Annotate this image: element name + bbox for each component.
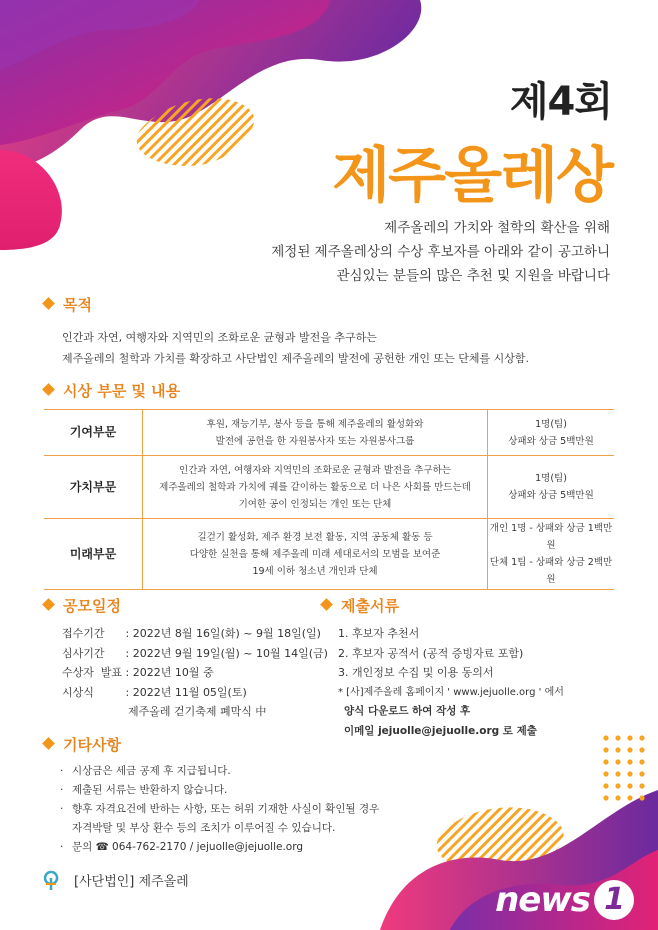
list-item <box>60 819 379 838</box>
desc-line: 19세 이하 청소년 개인과 단체 <box>252 565 378 577</box>
watermark-text: news <box>495 880 590 920</box>
schedule-label: 접수기간 <box>62 627 105 640</box>
award-description <box>143 410 488 456</box>
diamond-bullet-icon <box>42 598 55 611</box>
documents-note: 양식 다운로드 하여 작성 후 <box>344 705 471 717</box>
list-item: · 제출된 서류는 반환하지 않습니다. <box>60 784 228 796</box>
documents-heading <box>322 595 399 616</box>
list-item: · 문의 ☎ 064-762-2170 / jejuolle@jejuolle.org <box>60 841 304 853</box>
awards-table <box>44 409 614 590</box>
table-row <box>44 519 614 590</box>
list-item: · 시상금은 세금 공제 후 지급됩니다. <box>60 765 231 777</box>
etc-item-text: 제출된 서류는 반환하지 않습니다. <box>72 784 228 796</box>
schedule-value: : 2022년 11월 05일(토) <box>125 685 247 699</box>
document-item: 3. 개인정보 수집 및 이용 동의서 <box>338 666 494 679</box>
diamond-bullet-icon <box>42 737 55 750</box>
schedule-list <box>62 624 328 722</box>
intro-line: 제정된 제주올레상의 수상 후보자를 아래와 같이 공고하니 <box>271 244 610 260</box>
desc-line: 발전에 공헌을 한 자원봉사자 또는 자원봉사그룹 <box>215 435 415 447</box>
prize-line: 1명(팀) <box>535 418 567 430</box>
schedule-note: 제주올레 걷기축제 폐막식 中 <box>128 705 267 718</box>
diamond-bullet-icon <box>42 297 55 310</box>
schedule-value: : 2022년 8월 16일(화) ~ 9월 18일(일) <box>125 627 321 640</box>
etc-item-text: 시상금은 세금 공제 후 지급됩니다. <box>72 765 231 777</box>
prize-line: 상패와 상금 5백만원 <box>508 490 594 501</box>
schedule-item <box>62 663 328 683</box>
schedule-heading <box>44 595 121 616</box>
prize-line: 개인 1명 - 상패와 상금 1백만원 <box>489 523 613 551</box>
document-item: 1. 후보자 추천서 <box>338 627 420 640</box>
organization-name: [사단법인] 제주올레 <box>74 874 189 890</box>
documents-heading-label: 제출서류 <box>341 597 399 615</box>
schedule-heading-label: 공모일정 <box>63 597 121 615</box>
diamond-bullet-icon <box>320 598 333 611</box>
schedule-value: : 2022년 9월 19일(월) ~ 10월 14일(금) <box>125 646 328 660</box>
schedule-label: 시상식 <box>62 685 94 699</box>
diamond-bullet-icon <box>42 383 55 396</box>
list-item: · 향후 자격요건에 반하는 사항, 또는 허위 기재한 사실이 확인될 경우 <box>60 803 380 815</box>
documents-list <box>338 624 564 741</box>
intro-text <box>271 216 610 288</box>
organization-footer <box>38 870 189 894</box>
awards-heading <box>44 380 180 401</box>
intro-line: 관심있는 분들의 많은 추천 및 지원을 바랍니다 <box>336 268 610 284</box>
prize-line: 상패와 상금 5백만원 <box>508 435 594 447</box>
purpose-line: 제주올레의 철학과 가치를 확장하고 사단법인 제주올레의 발전에 공헌한 개인 또는 단체를 시상함. <box>62 352 529 365</box>
etc-heading-label: 기타사항 <box>63 736 121 754</box>
purpose-text <box>62 327 529 369</box>
intro-line: 제주올레의 가치와 철학의 확산을 위해 <box>384 220 610 236</box>
desc-line: 제주올레의 철학과 가치에 궤를 같이하는 활동으로 더 나은 사회를 만드는데 <box>159 481 471 493</box>
etc-item-text: 자격박탈 및 부상 환수 등의 조치가 이루어질 수 있습니다. <box>72 822 336 834</box>
award-prize <box>488 410 615 456</box>
schedule-item <box>62 644 328 664</box>
award-description <box>143 456 488 519</box>
watermark-number: 1 <box>594 880 634 920</box>
desc-line: 길걷기 활성화, 제주 환경 보전 활동, 지역 공동체 활동 등 <box>197 531 433 543</box>
etc-list <box>60 762 379 857</box>
documents-note: * [사]제주올레 홈페이지 ' www.jejuolle.org ' 에서 <box>338 686 564 698</box>
award-category: 가치부문 <box>44 456 143 519</box>
award-prize <box>488 456 615 519</box>
prize-line: 단체 1팀 - 상패와 상금 2백만원 <box>489 557 613 585</box>
desc-line: 기여한 공이 인정되는 개인 또는 단체 <box>238 498 392 510</box>
purpose-heading-label: 목적 <box>63 296 92 314</box>
schedule-item <box>62 624 328 644</box>
award-description <box>143 519 488 590</box>
etc-item-text: 문의 ☎ 064-762-2170 / jejuolle@jejuolle.org <box>72 841 304 853</box>
award-category: 기여부문 <box>44 410 143 456</box>
desc-line: 인간과 자연, 여행자와 지역민의 조화로운 균형과 발전을 추구하는 <box>179 464 451 476</box>
award-category: 미래부문 <box>44 519 143 590</box>
document-item: 2. 후보자 공적서 (공적 증빙자료 포함) <box>338 646 524 660</box>
table-row <box>44 410 614 456</box>
etc-heading <box>44 734 121 755</box>
schedule-value: : 2022년 10월 중 <box>125 666 214 679</box>
purpose-line: 인간과 자연, 여행자와 지역민의 조화로운 균형과 발전을 추구하는 <box>62 331 377 344</box>
schedule-item <box>62 683 328 703</box>
purpose-heading <box>44 294 92 315</box>
documents-note: 이메일 jejuolle@jejuolle.org 로 제출 <box>344 724 537 737</box>
desc-line: 후원, 재능기부, 봉사 등을 통해 제주올레의 활성화와 <box>206 418 424 430</box>
awards-heading-label: 시상 부문 및 내용 <box>63 382 181 400</box>
edition-title: 제4회 <box>509 79 612 125</box>
schedule-label: 수상자 발표 <box>62 666 122 679</box>
etc-item-text: 향후 자격요건에 반하는 사항, 또는 허위 기재한 사실이 확인될 경우 <box>72 803 380 815</box>
table-row <box>44 456 614 519</box>
jeju-olle-logo <box>38 870 64 894</box>
award-prize <box>488 519 615 590</box>
news1-watermark <box>495 880 634 920</box>
prize-line: 1명(팀) <box>535 473 567 484</box>
schedule-label: 심사기간 <box>62 646 105 660</box>
award-title: 제주올레상 <box>332 141 612 211</box>
desc-line: 다양한 실천을 통해 제주올레 미래 세대로서의 모범을 보여준 <box>189 548 441 560</box>
